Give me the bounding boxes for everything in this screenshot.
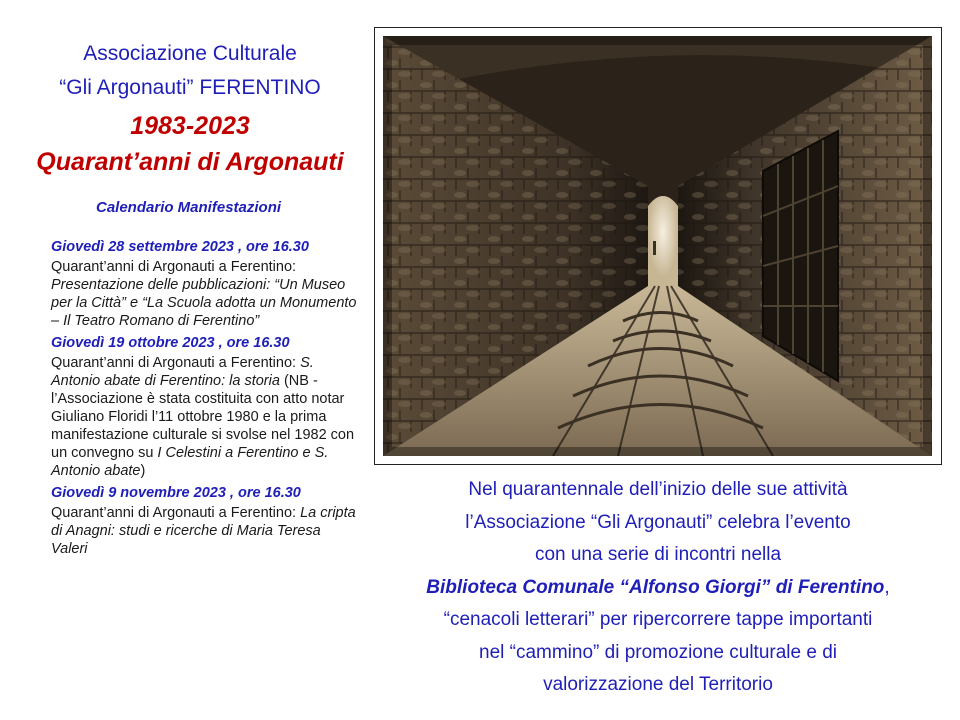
event-topic: Presentazione delle pubblicazioni: “Un Museo per la Città” e “La Scuola adotta un Monumento – Il Teatro Romano di Ferentino” bbox=[51, 277, 357, 329]
anniversary-title: Quarant’anni di Argonauti bbox=[36, 148, 344, 176]
association-name: “Gli Argonauti” FERENTINO bbox=[59, 76, 321, 99]
description-line: nel “cammino” di promozione culturale e di bbox=[479, 641, 837, 663]
event-date: Giovedì 19 ottobre 2023 , ore 16.30 bbox=[51, 335, 290, 351]
event-intro: Quarant’anni di Argonauti a Ferentino: bbox=[51, 355, 297, 371]
event-item bbox=[51, 238, 361, 330]
anniversary-description bbox=[374, 474, 942, 702]
description-line: con una serie di incontri nella bbox=[534, 544, 782, 565]
event-description bbox=[51, 354, 361, 480]
alley-photo bbox=[383, 36, 932, 456]
event-intro: Quarant’anni di Argonauti a Ferentino: bbox=[51, 505, 297, 521]
association-label: Associazione Culturale bbox=[83, 42, 297, 65]
event-date: Giovedì 9 novembre 2023 , ore 16.30 bbox=[51, 485, 301, 501]
event-note: (NB - l’Associazione è stata costituita con atto notar Giuliano Floridi l’11 ottobre 1980 e la prima manifestazione culturale si svolse nel 1982 con un convegno su bbox=[51, 373, 355, 461]
event-description bbox=[51, 504, 361, 558]
event-date: Giovedì 28 settembre 2023 , ore 16.30 bbox=[51, 239, 309, 255]
description-line: Nel quarantennale dell’inizio delle sue attività bbox=[468, 479, 848, 500]
photo-frame bbox=[374, 27, 942, 465]
anniversary-years: 1983-2023 bbox=[130, 112, 250, 140]
event-topic: S. Antonio abate di Ferentino: la storia bbox=[51, 355, 314, 389]
calendar-title: Calendario Manifestazioni bbox=[96, 199, 282, 216]
library-comma: , bbox=[884, 576, 890, 598]
event-description bbox=[51, 258, 361, 330]
description-line-library bbox=[374, 572, 942, 605]
description-line: valorizzazione del Territorio bbox=[543, 674, 773, 695]
event-item bbox=[51, 484, 361, 558]
description-line: “cenacoli letterari” per ripercorrere tappe importanti bbox=[443, 609, 873, 630]
event-intro: Quarant’anni di Argonauti a Ferentino: bbox=[51, 259, 297, 275]
event-topic: La cripta di Anagni: studi e ricerche di Maria Teresa Valeri bbox=[51, 505, 356, 557]
description-line: l’Associazione “Gli Argonauti” celebra l’evento bbox=[465, 511, 851, 533]
event-note-end: ) bbox=[140, 463, 146, 479]
event-item bbox=[51, 334, 361, 480]
library-name: Biblioteca Comunale “Alfonso Giorgi” di Ferentino bbox=[426, 576, 885, 598]
events-list bbox=[51, 238, 361, 562]
event-note-topic: I Celestini a Ferentino e S. Antonio abate bbox=[51, 445, 329, 479]
